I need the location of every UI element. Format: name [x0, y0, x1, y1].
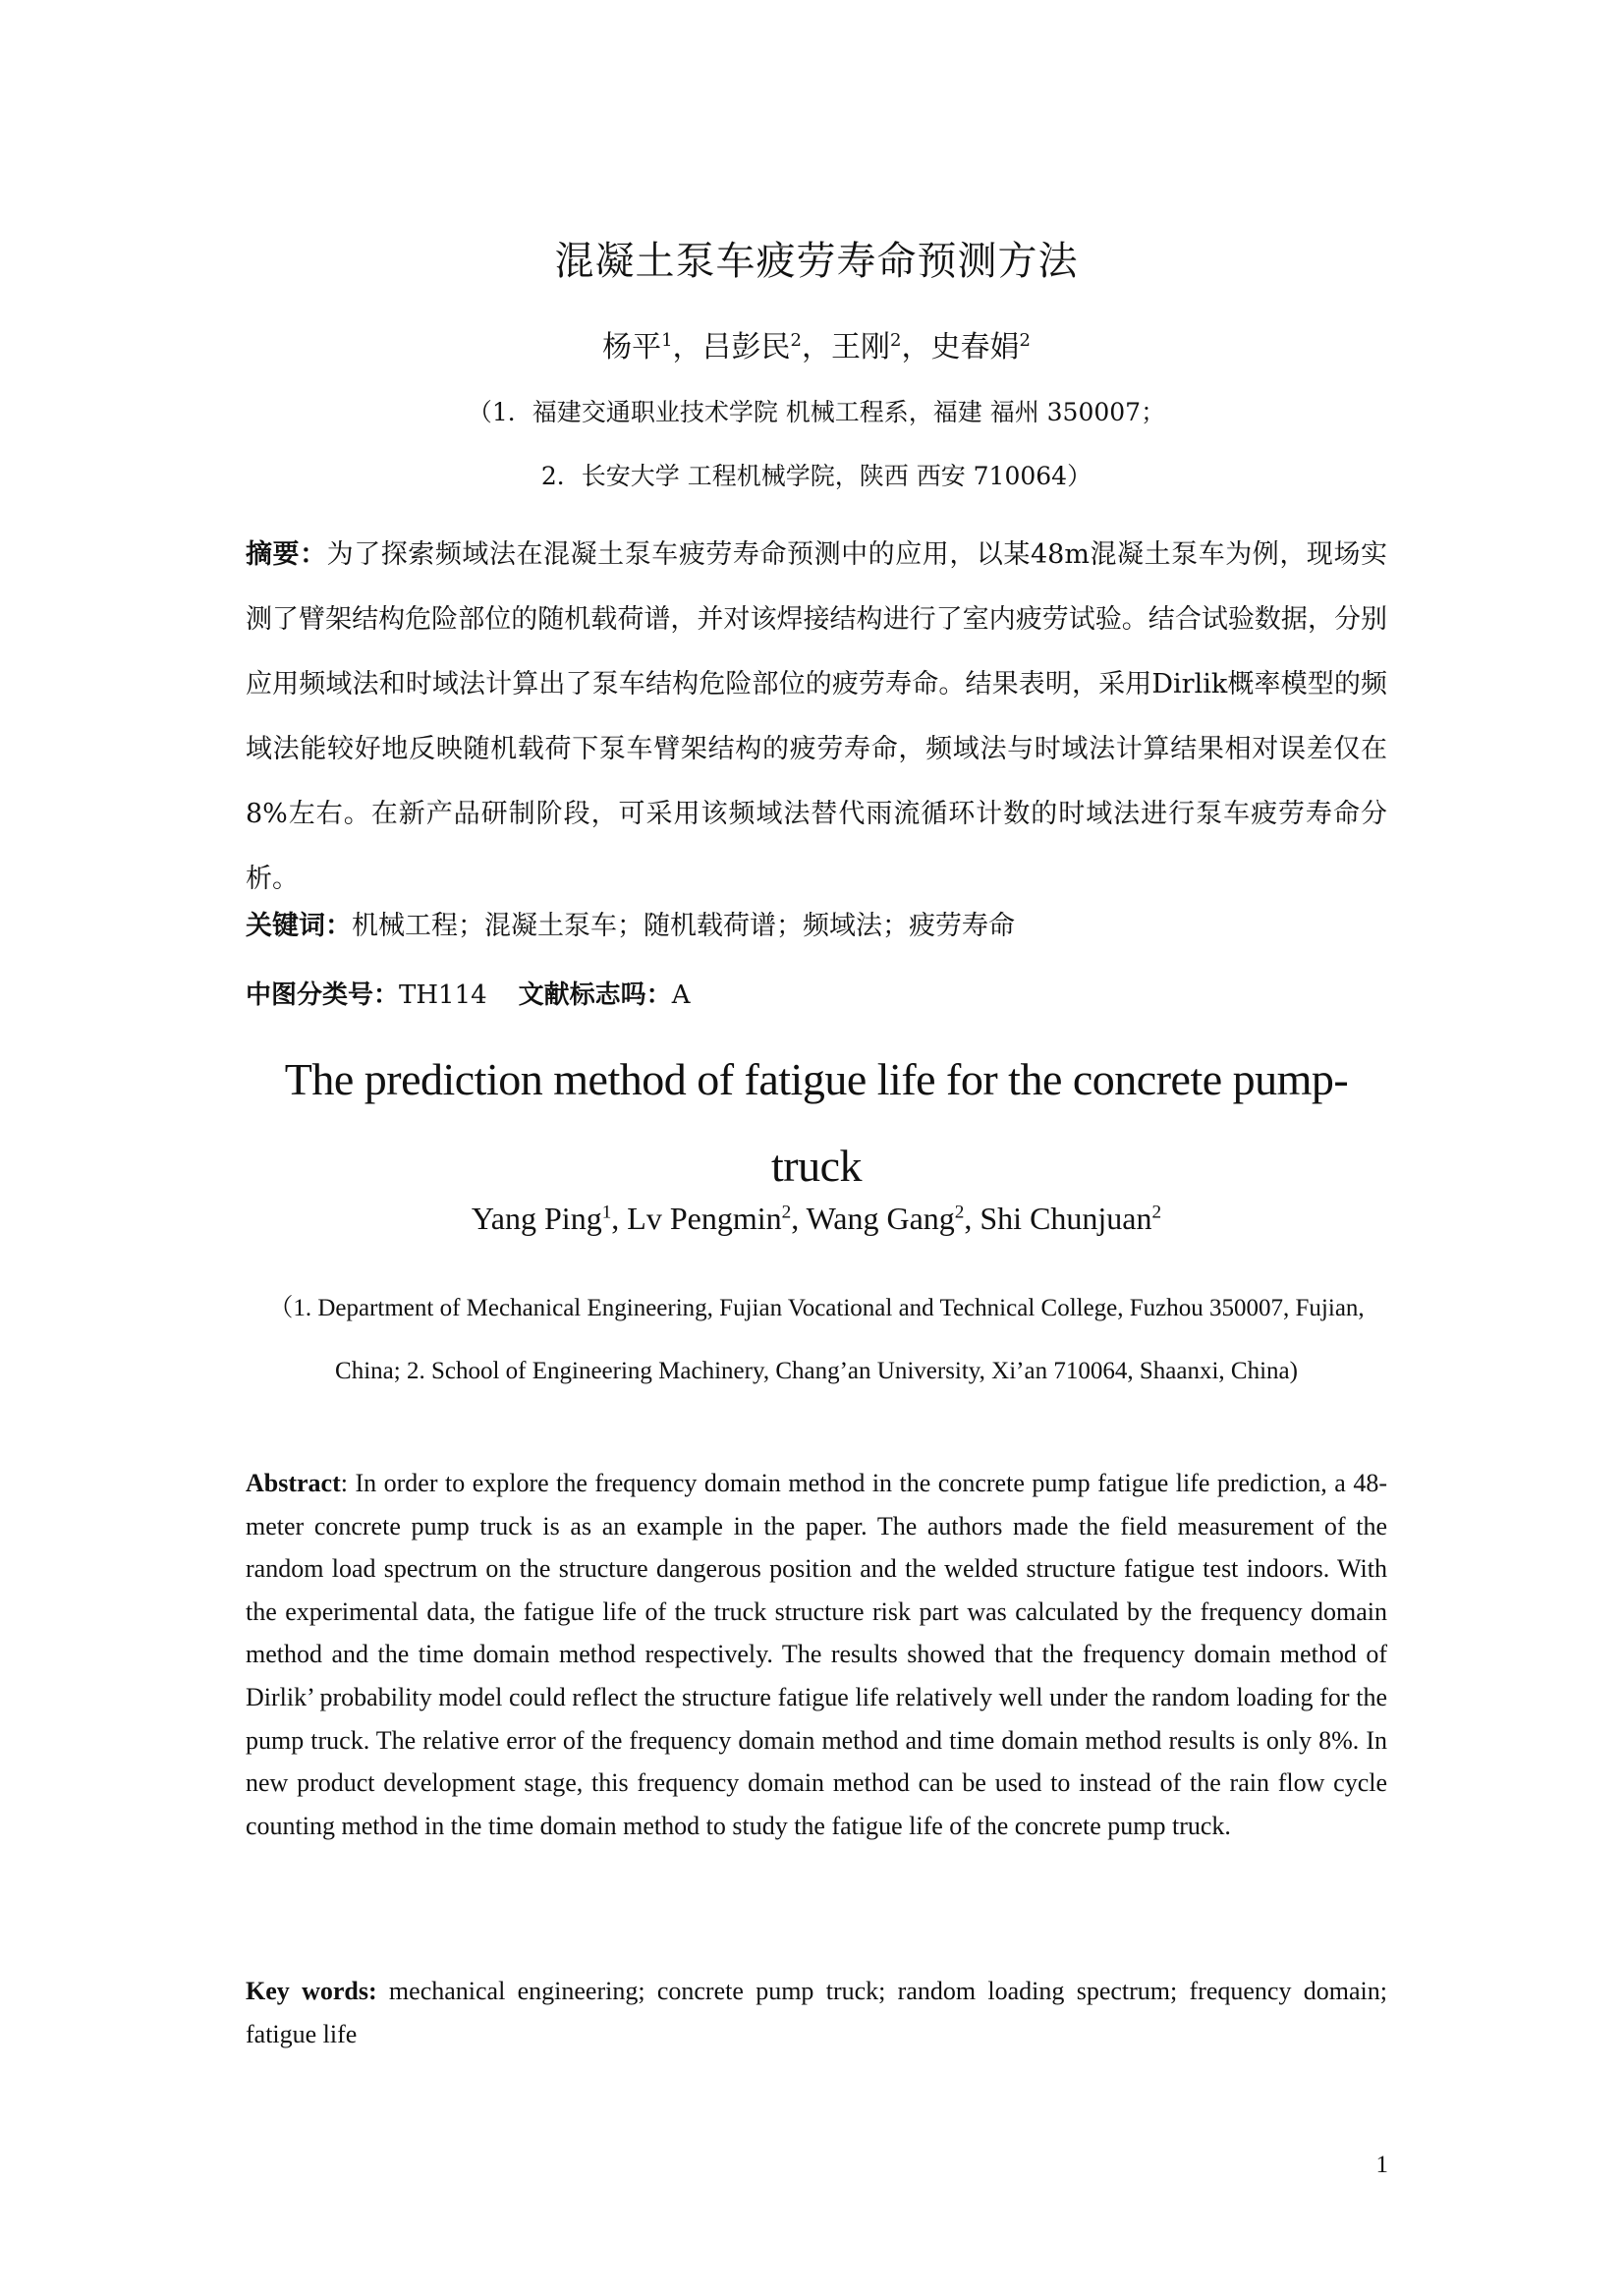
author: Wang Gang$^2$, — [806, 1201, 980, 1236]
chinese-keywords — [246, 904, 1387, 942]
page-number: 1 — [1375, 2152, 1388, 2178]
english-author-list — [246, 1201, 1387, 1237]
chinese-author-list — [246, 322, 1387, 365]
author: Yang Ping$^1$, — [471, 1201, 628, 1236]
chinese-keywords-text: 机械工程；混凝土泵车；随机载荷谱；频域法；疲劳寿命 — [352, 911, 1015, 941]
english-abstract-text: : In order to explore the frequency domain method in the concrete pump fatigue life prediction, a 48-meter concrete pump truck is as an example in the paper. The authors made the field measurement of the random load spectrum on the structure dangerous position and the welded structure fatigue test indoors. With the experimental data, the fatigue life of the truck structure risk part was calculated by the frequency domain method and the time domain method respectively. The results showed that the frequency domain method of Dirlik’ probability model could reflect the structure fatigue life relatively well under the random loading for the pump truck. The relative error of the frequency domain method and time domain method results is only 8%. In new product development stage, this frequency domain method can be used to instead of the rain flow cycle counting method in the time domain method to study the fatigue life of the concrete pump truck. — [246, 1469, 1387, 1840]
chinese-keywords-label: 关键词： — [246, 911, 352, 941]
chinese-abstract — [246, 523, 1387, 912]
chinese-affiliation-2: 2．长安大学 工程机械学院，陕西 西安 710064） — [540, 462, 1092, 490]
english-keywords — [246, 1970, 1387, 2055]
author: 王刚$^2$， — [831, 330, 931, 364]
chinese-affiliation-1: （1．福建交通职业技术学院 机械工程系，福建 福州 350007； — [467, 398, 1166, 426]
english-abstract — [246, 1462, 1387, 1847]
clc-value: TH114 — [399, 980, 487, 1010]
doc-code-value: A — [671, 980, 691, 1010]
classification-line — [246, 975, 1387, 1011]
english-keywords-label: Key words: — [246, 1977, 377, 2005]
chinese-title: 混凝土泵车疲劳寿命预测方法 — [554, 239, 1079, 284]
author: Lv Pengmin$^2$, — [627, 1201, 807, 1236]
doc-code-label: 文献标志吗： — [518, 980, 672, 1010]
english-abstract-label: Abstract — [246, 1469, 341, 1497]
english-keywords-text: mechanical engineering; concrete pump truck; random loading spectrum; frequency domain; fatigue life — [246, 1977, 1387, 2048]
author: 杨平$^1$， — [602, 330, 702, 364]
author: 史春娟$^2$ — [930, 330, 1031, 364]
english-title: The prediction method of fatigue life for the concrete pump-truck — [284, 1054, 1349, 1191]
author: 吕彭民$^2$， — [701, 330, 831, 364]
chinese-abstract-text: 为了探索频域法在混凝土泵车疲劳寿命预测中的应用，以某48m混凝土泵车为例，现场实测了臂架结构危险部位的随机载荷谱，并对该焊接结构进行了室内疲劳试验。结合试验数据，分别应用频域法和时域法计算出了泵车结构危险部位的疲劳寿命。结果表明，采用Dirlik概率模型的频域法能较好地反映随机载荷下泵车臂架结构的疲劳寿命，频域法与时域法计算结果相对误差仅在8%左右。在新产品研制阶段，可采用该频域法替代雨流循环计数的时域法进行泵车疲劳寿命分析。 — [246, 539, 1387, 894]
clc-label: 中图分类号： — [246, 980, 400, 1010]
chinese-abstract-label: 摘要： — [246, 539, 327, 570]
author: Shi Chunjuan$^2$ — [980, 1201, 1162, 1236]
english-affiliation: （1. Department of Mechanical Engineering, Fujian Vocational and Technical College, Fuzhou 350007, Fujian, China; 2. School of Engineering Machinery, Chang’an University, Xi’an 710064, Shaanxi, China) — [268, 1295, 1365, 1384]
